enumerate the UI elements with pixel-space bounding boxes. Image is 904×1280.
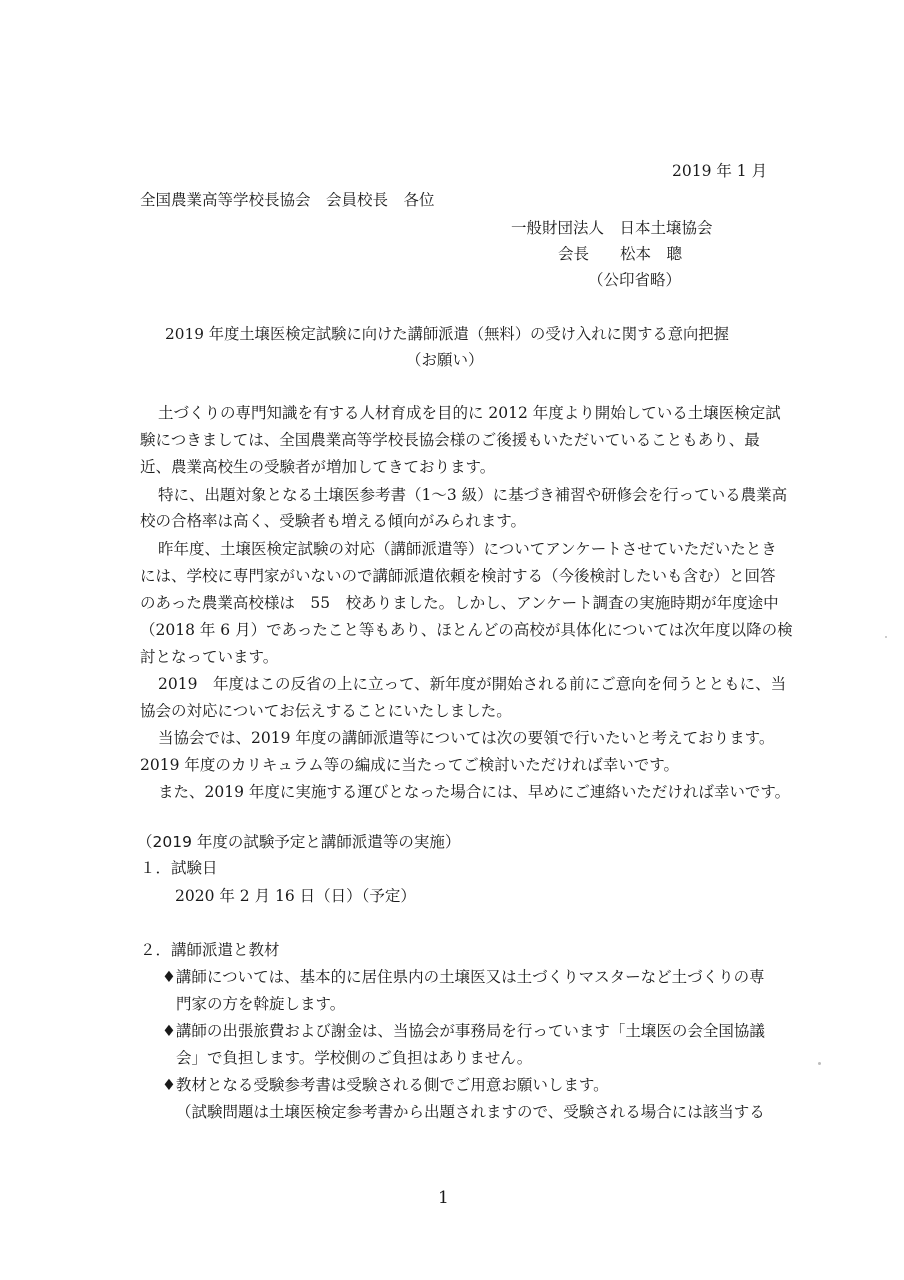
body-line: 討となっています。 bbox=[140, 648, 279, 666]
body-line: また、2019 年度に実施する運びとなった場合には、早めにご連絡いただければ幸いです。 bbox=[158, 783, 791, 801]
body-line: 昨年度、土壌医検定試験の対応（講師派遣等）についてアンケートさせていただいたとき bbox=[158, 540, 777, 558]
item2-line: 会」で負担します。学校側のご負担はありません。 bbox=[176, 1049, 533, 1067]
page-number: 1 bbox=[438, 1188, 449, 1208]
document-date: 2019 年 1 月 bbox=[672, 162, 768, 180]
body-line: のあった農業高校様は 55 校ありました。しかし、アンケート調査の実施時期が年度途中 bbox=[140, 594, 779, 612]
body-line: 協会の対応についてお伝えすることにいたしました。 bbox=[140, 702, 512, 720]
item2-line: （試験問題は土壌医検定参考書から出題されますので、受験される場合には該当する bbox=[176, 1103, 765, 1121]
scan-artifact bbox=[818, 1062, 821, 1065]
body-line: （2018 年 6 月）であったこと等もあり、ほとんどの高校が具体化については次年度以降の検 bbox=[140, 621, 793, 639]
body-line: 校の合格率は高く、受験者も増える傾向がみられます。 bbox=[140, 512, 526, 530]
body-line: 験につきましては、全国農業高等学校長協会様のご後援もいただいていることもあり、最 bbox=[140, 431, 760, 449]
body-line: には、学校に専門家がいないので講師派遣依頼を検討する（今後検討したいも含む）と回答 bbox=[140, 567, 776, 585]
body-line: 当協会では、2019 年度の講師派遣等については次の要領で行いたいと考えております。 bbox=[158, 729, 775, 747]
item1-heading: １．試験日 bbox=[140, 859, 218, 877]
sender-name: 会長 松本 聰 bbox=[558, 245, 683, 263]
item2-line: ♦講師の出張旅費および謝金は、当協会が事務局を行っています「土壌医の会全国協議 bbox=[162, 1022, 765, 1040]
body-line: 土づくりの専門知識を有する人材育成を目的に 2012 年度より開始している土壌医検定試 bbox=[158, 404, 781, 422]
body-line: 近、農業高校生の受験者が増加してきております。 bbox=[140, 458, 496, 476]
item2-line: 門家の方を斡旋します。 bbox=[176, 995, 346, 1013]
item2-line: ♦教材となる受験参考書は受験される側でご用意お願いします。 bbox=[162, 1076, 609, 1094]
exam-date: 2020 年 2 月 16 日（日）（予定） bbox=[175, 887, 416, 905]
item2-heading: ２．講師派遣と教材 bbox=[140, 941, 280, 959]
body-line: 2019 年度のカリキュラム等の編成に当たってご検討いただければ幸いです。 bbox=[140, 756, 679, 774]
seal-omitted-note: （公印省略） bbox=[588, 271, 682, 289]
body-line: 特に、出題対象となる土壌医参考書（1～3 級）に基づき補習や研修会を行っている農業高 bbox=[158, 486, 788, 504]
item2-line: ♦講師については、基本的に居住県内の土壌医又は土づくりマスターなど土づくりの専 bbox=[162, 968, 765, 986]
scan-artifact bbox=[885, 636, 887, 638]
document-subtitle: （お願い） bbox=[406, 351, 484, 369]
document-title: 2019 年度土壌医検定試験に向けた講師派遣（無料）の受け入れに関する意向把握 bbox=[165, 325, 729, 343]
body-line: 2019 年度はこの反省の上に立って、新年度が開始される前にご意向を伺うとともに、当 bbox=[158, 675, 787, 693]
recipient-line: 全国農業高等学校長協会 会員校長 各位 bbox=[140, 191, 435, 209]
sender-organization: 一般財団法人 日本土壌協会 bbox=[511, 219, 713, 237]
section-heading: （2019 年度の試験予定と講師派遣等の実施） bbox=[137, 833, 461, 851]
